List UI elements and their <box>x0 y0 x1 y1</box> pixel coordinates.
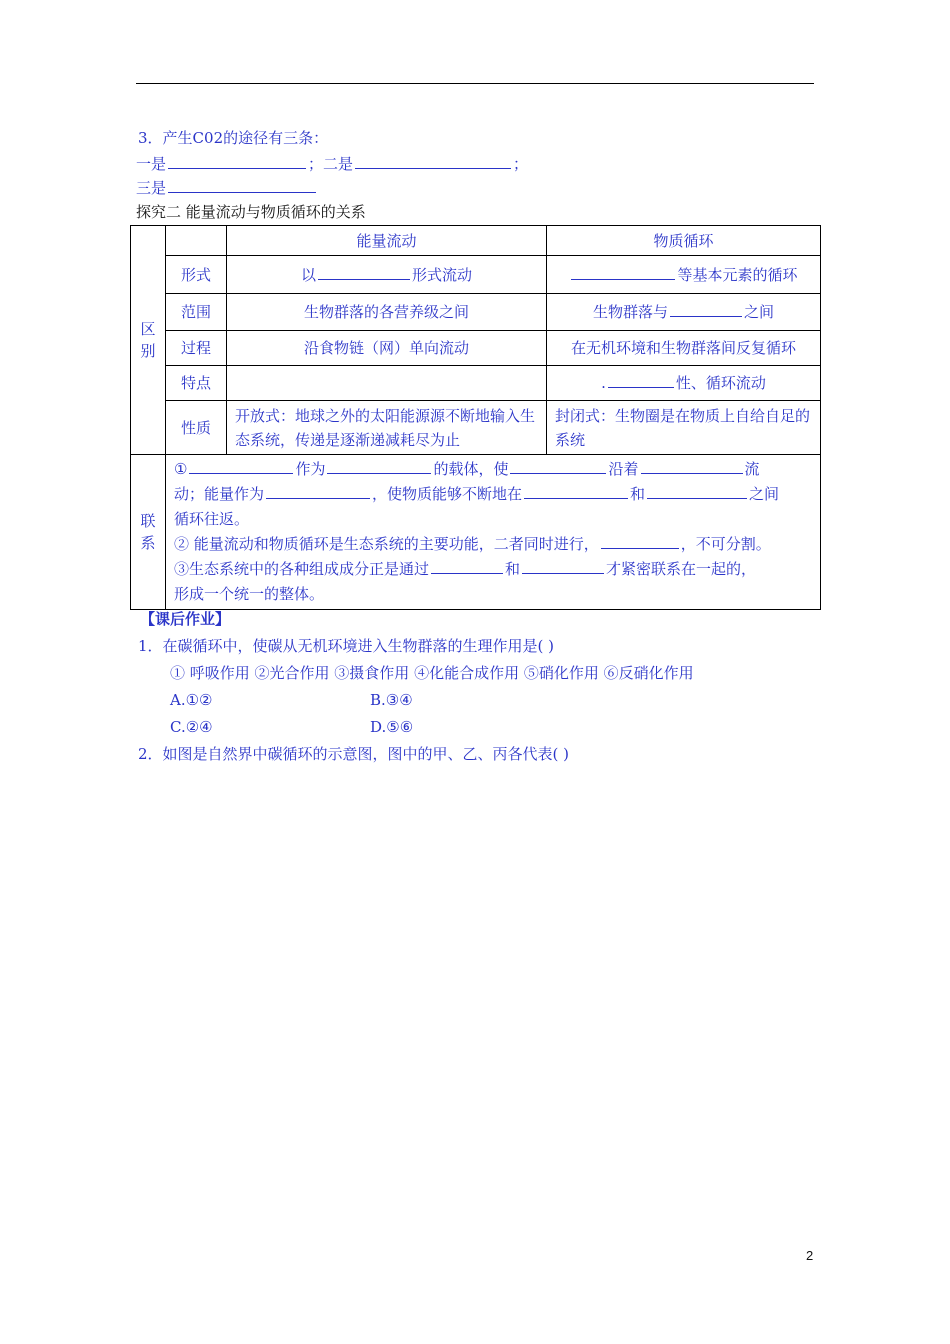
table-row <box>131 294 821 331</box>
link-p2-c: 和 <box>630 485 646 503</box>
row-label-range: 范围 <box>166 294 227 331</box>
material-nature-cell: 封闭式：生物圈是在物质上自给自足的系统 <box>547 401 821 455</box>
row-label-form: 形式 <box>166 256 227 294</box>
group-link-char-1: 联 <box>140 512 156 530</box>
link-p1-d: 沿着 <box>608 460 639 478</box>
material-feature-blank[interactable] <box>608 373 674 388</box>
table-row <box>131 366 821 401</box>
option-b[interactable]: B.③④ <box>370 691 413 709</box>
link-p4-a: ② 能量流动和物质循环是生态系统的主要功能，二者同时进行， <box>174 535 599 553</box>
q3-one-label: 一是 <box>136 155 167 173</box>
homework-q1-items: ① 呼吸作用 ②光合作用 ③摄食作用 ④化能合成作用 ⑤硝化作用 ⑥反硝化作用 <box>170 664 694 682</box>
homework-q1: 1．在碳循环中，使碳从无机环境进入生物群落的生理作用是( ) <box>138 637 555 655</box>
link-p1-a: ① <box>174 460 188 478</box>
link-blank-6[interactable] <box>524 484 628 499</box>
energy-nature-cell: 开放式：地球之外的太阳能源源不断地输入生态系统，传递是逐渐递减耗尽为止 <box>227 401 547 455</box>
group-link-char-2: 系 <box>140 534 156 552</box>
material-form-blank[interactable] <box>571 265 675 280</box>
row-label-nature: 性质 <box>166 401 227 455</box>
group-diff-cell <box>131 226 166 455</box>
link-text-cell <box>166 455 821 610</box>
link-line-1 <box>174 457 812 482</box>
header-rule <box>136 83 814 84</box>
group-diff-label <box>140 318 156 362</box>
homework-q2: 2．如图是自然界中碳循环的示意图，图中的甲、乙、丙各代表( ) <box>138 745 570 763</box>
link-p2-a: 动；能量作为 <box>174 485 265 503</box>
group-diff-char-2: 别 <box>140 342 156 360</box>
group-link-label <box>140 510 156 554</box>
table-row <box>131 256 821 294</box>
material-feature-post: 性、循环流动 <box>675 374 766 392</box>
link-line-4 <box>174 532 812 557</box>
q3-blank-one[interactable] <box>168 154 306 169</box>
table-row <box>131 331 821 366</box>
material-form-post: 等基本元素的循环 <box>677 265 798 284</box>
material-feature-pre: . <box>601 374 606 392</box>
material-process-cell: 在无机环境和生物群落间反复循环 <box>547 331 821 366</box>
option-c[interactable]: C.②④ <box>170 718 213 736</box>
section-title: 探究二 能量流动与物质循环的关系 <box>136 203 366 221</box>
energy-form-pre: 以 <box>300 265 316 284</box>
link-p5-b: 和 <box>505 560 521 578</box>
link-p1-c: 的载体，使 <box>433 460 509 478</box>
option-a[interactable]: A.①② <box>170 691 213 709</box>
group-link-cell <box>131 455 166 610</box>
group-diff-char-1: 区 <box>140 320 156 338</box>
table-row <box>131 401 821 455</box>
q3-line-three <box>136 178 318 198</box>
page-number: 2 <box>806 1248 814 1263</box>
q3-blank-three[interactable] <box>168 178 316 193</box>
q3-title: 3．产生C02的途径有三条： <box>138 129 329 147</box>
header-energy: 能量流动 <box>227 226 547 256</box>
q3-three-label: 三是 <box>136 179 167 197</box>
option-d[interactable]: D.⑤⑥ <box>370 718 414 736</box>
link-blank-10[interactable] <box>522 559 604 574</box>
table-link-row <box>131 455 821 610</box>
link-p1-b: 作为 <box>295 460 326 478</box>
link-line-5 <box>174 557 812 582</box>
energy-material-table <box>130 225 821 610</box>
material-range-blank[interactable] <box>670 302 742 317</box>
row-label-feature: 特点 <box>166 366 227 401</box>
material-range-post: 之间 <box>744 303 775 321</box>
link-p4-b: ，不可分割。 <box>680 535 771 553</box>
material-form-cell <box>547 256 821 294</box>
link-line-2 <box>174 482 812 507</box>
q3-two-label: ；二是 <box>308 155 354 173</box>
link-blank-7[interactable] <box>647 484 747 499</box>
header-material: 物质循环 <box>547 226 821 256</box>
link-p2-b: ，使物质能够不断地在 <box>372 485 523 503</box>
link-blank-9[interactable] <box>431 559 503 574</box>
link-p5-a: ③生态系统中的各种组成成分正是通过 <box>174 560 430 578</box>
energy-process-cell: 沿食物链（网）单向流动 <box>227 331 547 366</box>
row-label-process: 过程 <box>166 331 227 366</box>
q3-end-sep: ； <box>513 155 529 173</box>
material-range-cell <box>547 294 821 331</box>
energy-form-blank[interactable] <box>318 265 410 280</box>
energy-form-post: 形式流动 <box>412 265 473 284</box>
link-blank-2[interactable] <box>327 459 431 474</box>
material-range-pre: 生物群落与 <box>592 303 668 321</box>
homework-title: 【课后作业】 <box>140 610 231 628</box>
energy-form-cell <box>227 256 547 294</box>
link-blank-3[interactable] <box>510 459 606 474</box>
material-feature-cell <box>547 366 821 401</box>
link-blank-5[interactable] <box>266 484 370 499</box>
link-p2-d: 之间 <box>749 485 780 503</box>
q3-blank-two[interactable] <box>355 154 511 169</box>
link-p1-e: 流 <box>744 460 760 478</box>
q3-line-one-two <box>136 154 528 174</box>
link-blank-8[interactable] <box>601 534 679 549</box>
energy-feature-cell <box>227 366 547 401</box>
link-p5-c: 才紧密联系在一起的， <box>606 560 757 578</box>
link-blank-4[interactable] <box>641 459 743 474</box>
link-blank-1[interactable] <box>189 459 293 474</box>
header-empty-cell <box>166 226 227 256</box>
table-header-row <box>131 226 821 256</box>
link-line-6: 形成一个统一的整体。 <box>174 585 325 603</box>
link-line-3: 循环往返。 <box>174 510 250 528</box>
energy-range-cell: 生物群落的各营养级之间 <box>227 294 547 331</box>
